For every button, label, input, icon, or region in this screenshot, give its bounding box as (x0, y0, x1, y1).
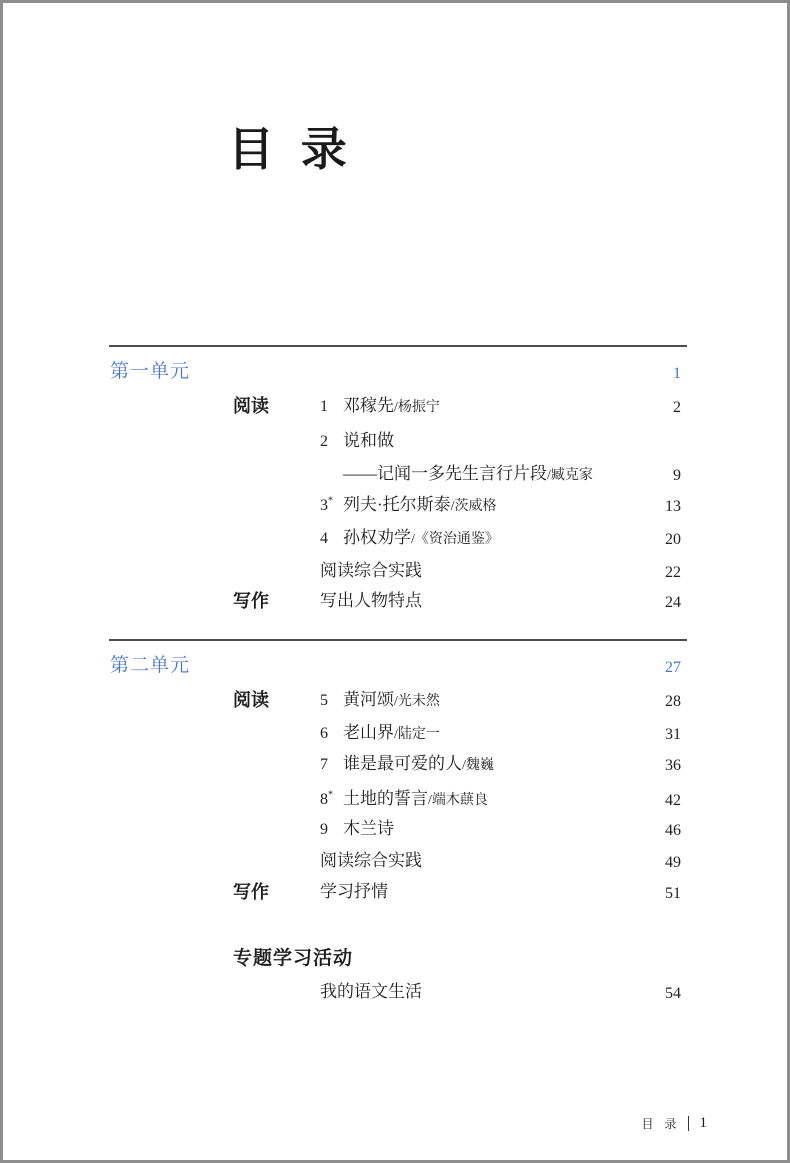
lesson-author: /茨威格 (450, 499, 497, 514)
page-number: 28 (665, 693, 681, 710)
unit-page-number: 27 (665, 659, 681, 676)
page-number: 36 (665, 757, 681, 774)
toc-row (3, 394, 787, 418)
activity-title: 我的语文生活 (320, 982, 422, 1001)
lesson-author: /魏巍 (462, 758, 494, 773)
lesson-author: /杨振宁 (394, 400, 440, 415)
activity-title: 阅读综合实践 (320, 851, 422, 870)
unit-row (3, 654, 787, 678)
toc-row (3, 849, 787, 873)
page-number: 22 (665, 564, 681, 581)
page-number: 49 (665, 854, 681, 871)
lesson-title: 说和做 (343, 431, 394, 450)
section-label: 阅读 (233, 690, 269, 710)
toc-row (3, 429, 787, 453)
page-number: 51 (665, 885, 681, 902)
lesson-title: 黄河颂/光未然 (343, 690, 440, 709)
activity-title: 阅读综合实践 (320, 561, 422, 580)
doc-title: 目 录 (228, 123, 349, 175)
section-label: 写作 (233, 591, 269, 611)
lesson-number: 9 (320, 821, 328, 838)
toc-row (3, 526, 787, 550)
activity-title: 学习抒情 (320, 882, 388, 901)
toc-row (3, 493, 787, 517)
rule-divider (109, 345, 687, 347)
special-section-heading: 专题学习活动 (233, 948, 354, 969)
toc-row (3, 589, 787, 613)
lesson-author: /光未然 (394, 694, 440, 709)
section-label: 阅读 (233, 396, 269, 416)
page-number: 13 (665, 498, 681, 515)
unit-row (3, 360, 787, 384)
page-number: 24 (665, 594, 681, 611)
page-number: 42 (665, 792, 681, 809)
lesson-number: 1 (320, 398, 328, 415)
page-number: 46 (665, 822, 681, 839)
toc-row (3, 752, 787, 776)
lesson-star: * (328, 495, 333, 507)
lesson-number: 2 (320, 433, 328, 450)
page-number: 31 (665, 726, 681, 743)
lesson-title: 木兰诗 (343, 819, 394, 838)
footer-page-number: 1 (699, 1114, 707, 1131)
unit-title: 第一单元 (110, 361, 191, 382)
lesson-author: /端木蕻良 (428, 793, 488, 808)
toc-row (3, 880, 787, 904)
toc-row (3, 817, 787, 841)
lesson-number: 4 (320, 530, 328, 547)
lesson-number: 5 (320, 692, 328, 709)
footer-divider (688, 1116, 689, 1131)
lesson-author: /陆定一 (394, 727, 440, 742)
page-number: 54 (665, 985, 681, 1002)
unit-page-number: 1 (673, 365, 681, 382)
toc-row (3, 688, 787, 712)
toc-row (3, 980, 787, 1004)
lesson-author: /臧克家 (547, 468, 593, 483)
footer-label: 目 录 (641, 1116, 681, 1131)
toc-row (3, 721, 787, 745)
lesson-title: 谁是最可爱的人/魏巍 (343, 754, 494, 773)
lesson-number: 3* (320, 495, 333, 514)
page-number: 9 (673, 467, 681, 484)
rule-divider (109, 639, 687, 641)
lesson-title: 孙权劝学/《资治通鉴》 (343, 528, 499, 547)
toc-row (3, 947, 787, 971)
page-number: 20 (665, 531, 681, 548)
section-label: 写作 (233, 882, 269, 902)
lesson-author: /《资治通鉴》 (411, 532, 499, 547)
toc-row (3, 559, 787, 583)
lesson-number: 7 (320, 756, 328, 773)
lesson-subtitle: ——记闻一多先生言行片段/臧克家 (343, 464, 593, 483)
footer (641, 1113, 707, 1133)
lesson-title: 邓稼先/杨振宁 (343, 396, 440, 415)
lesson-title: 土地的誓言/端木蕻良 (343, 789, 488, 808)
page-number: 2 (673, 399, 681, 416)
activity-title: 写出人物特点 (320, 591, 422, 610)
lesson-star: * (328, 789, 333, 801)
toc-row (3, 462, 787, 486)
toc-row (3, 787, 787, 811)
unit-title: 第二单元 (110, 655, 191, 676)
lesson-title: 列夫·托尔斯泰/茨威格 (343, 495, 497, 514)
lesson-number: 8* (320, 789, 333, 808)
lesson-number: 6 (320, 725, 328, 742)
lesson-title: 老山界/陆定一 (343, 723, 440, 742)
